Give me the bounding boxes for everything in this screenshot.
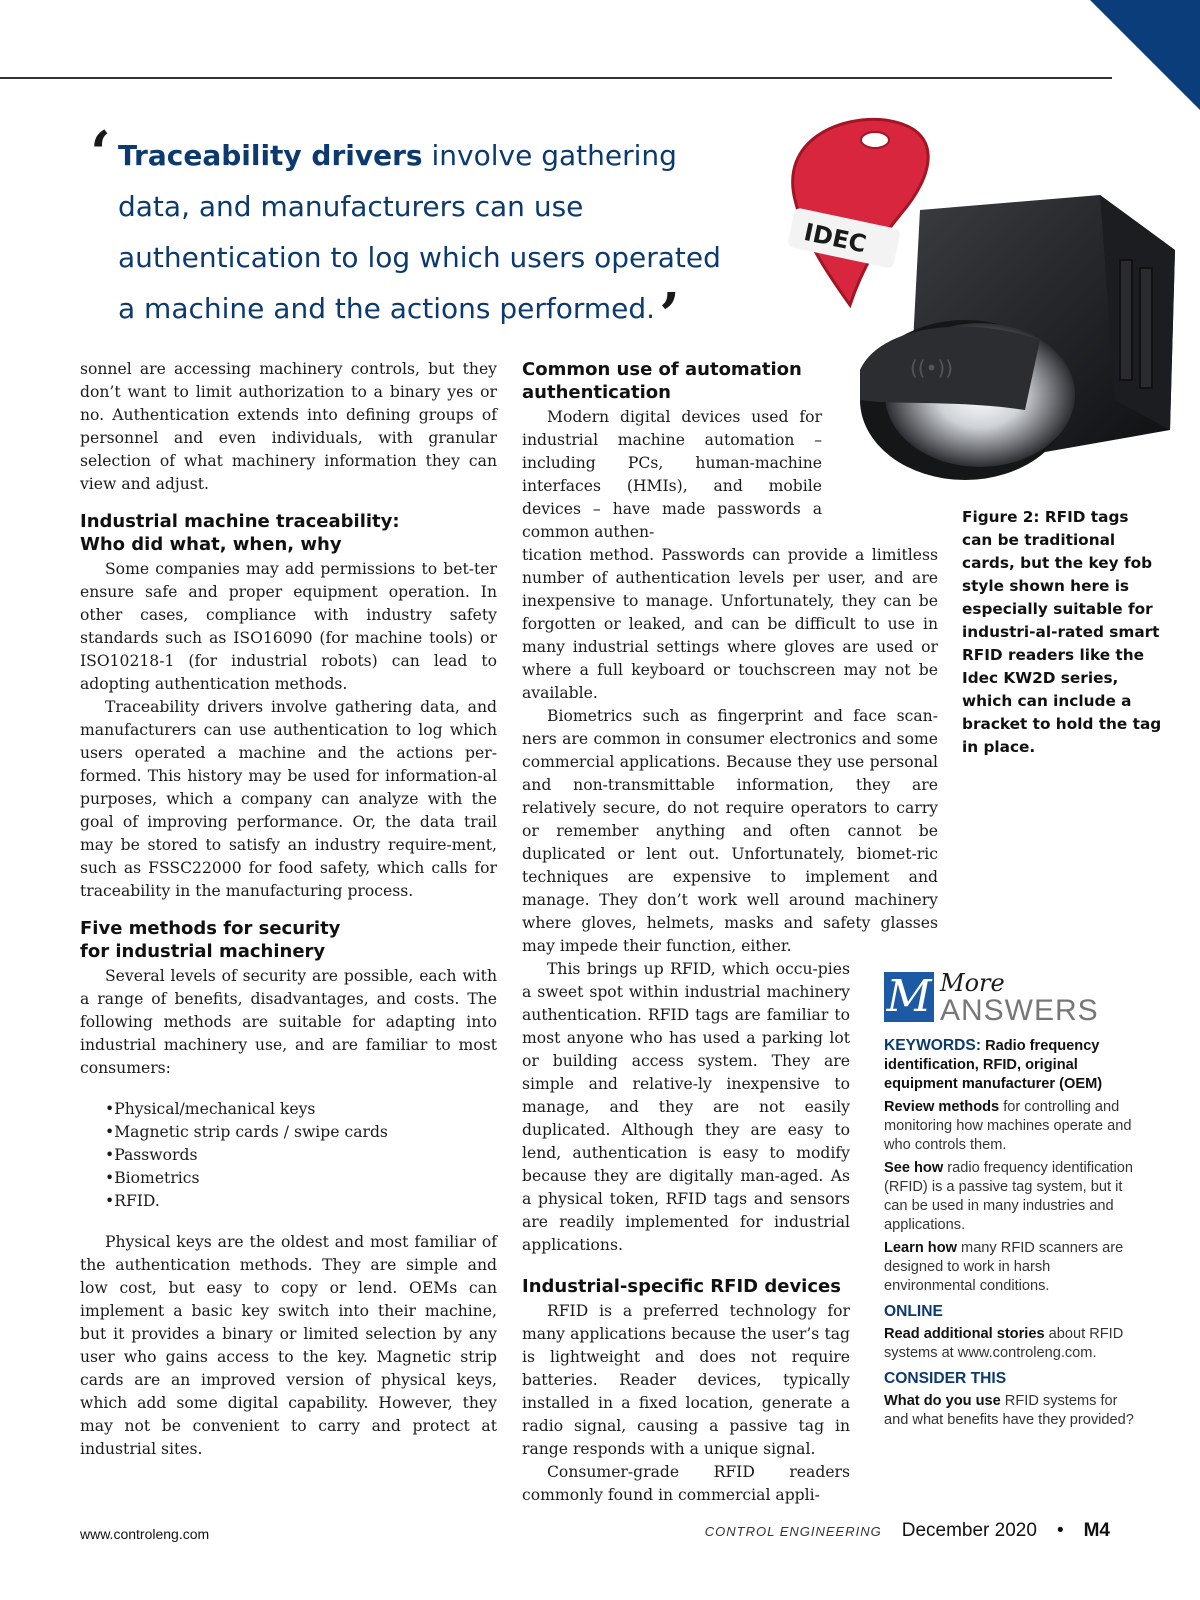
- reader-body: [860, 195, 1175, 480]
- consider-bold: What do you use: [884, 1393, 1001, 1409]
- paragraph: Traceability drivers involve gathering data, and manufacturers can use authentication to log which users operated a machine and the actions per-formed. This history may be used for information-al purposes, which a company can analyze with the goal of improving performance. Or, the data trail may be stored to satisfy an industry require-ment, such as FSSC22000 for food safety, which calls for traceability in the manufacturing process.: [80, 698, 497, 900]
- paragraph: Consumer-grade RFID readers commonly found in commercial appli-: [522, 1463, 850, 1504]
- methods-list: [105, 1098, 497, 1213]
- paragraph: tication method. Passwords can provide a limitless number of authentication levels per user, and are inexpensive to manage. Unfortunately, they can be forgotten or leaked, and can be difficult to use in many industrial settings where gloves are used or where a full keyboard or touchscreen may not be available.: [522, 546, 938, 702]
- m-logo-icon: M: [884, 972, 934, 1022]
- corner-accent: [1090, 0, 1200, 110]
- paragraph: Biometrics such as fingerprint and face scan-ners are common in consumer electronics and some commercial applications. Because they use personal and non-transmittable information, they are relatively secure, do not require operators to carry or remember anything and often cannot be duplicated or lent out. Unfortunately, biomet-ric techniques are expensive to implement and manage. They don’t work well around machinery where gloves, helmets, masks and safety glasses may impede their function, either.: [522, 707, 938, 955]
- logo-more: More: [940, 969, 1005, 997]
- list-item: • Passwords: [105, 1144, 497, 1167]
- footer-url[interactable]: www.controleng.com: [80, 1526, 210, 1542]
- footer-bullet: •: [1056, 1520, 1064, 1541]
- list-item: • RFID.: [105, 1190, 497, 1213]
- review-methods-bold: Review methods: [884, 1099, 1000, 1115]
- online-heading: ONLINE: [884, 1303, 943, 1320]
- header-rule: [0, 77, 1112, 79]
- section-heading-five-methods: Five methods for security for industrial machinery: [80, 918, 341, 962]
- list-item: • Biometrics: [105, 1167, 497, 1190]
- logo-answers: ANSWERS: [940, 994, 1099, 1027]
- keywords-label: KEYWORDS:: [884, 1037, 982, 1054]
- page-number: M4: [1083, 1520, 1110, 1541]
- section-heading-traceability: Industrial machine traceability: Who did what, when, why: [80, 511, 400, 555]
- consider-text: RFID systems for and what benefits have they provided?: [884, 1393, 1134, 1428]
- pull-quote-bold: Traceability drivers: [118, 139, 423, 172]
- svg-text:((•)): ((•)): [910, 356, 954, 380]
- article-column-1: [80, 358, 497, 1461]
- idec-logo-text: IDEC: [801, 217, 869, 259]
- keywords-text: Radio frequency identification, RFID, original equipment manufacturer (OEM): [884, 1038, 1103, 1092]
- see-how-bold: See how: [884, 1160, 944, 1176]
- section-heading-rfid-devices: Industrial-specific RFID devices: [522, 1276, 841, 1297]
- list-item: • Magnetic strip cards / swipe cards: [105, 1121, 497, 1144]
- review-methods-text: for controlling and monitoring how machines operate and who controls them.: [884, 1099, 1132, 1153]
- figure-caption: Figure 2: RFID tags can be traditional cards, but the key fob style shown here is especially suitable for industri-al-rated smart RFID readers like the Idec KW2D series, which can include a bracket to hold the tag in place.: [962, 508, 1162, 756]
- close-quote-mark: ’: [659, 281, 680, 351]
- section-heading-common-use: Common use of automation authentication: [522, 359, 802, 403]
- learn-how-bold: Learn how: [884, 1240, 957, 1256]
- consider-heading: CONSIDER THIS: [884, 1370, 1007, 1387]
- footer-info: [705, 1520, 1110, 1542]
- pull-quote-text: involve gathering data, and manufacturers can use authentication to log which users operated a machine and the actions performed.: [118, 139, 721, 325]
- pull-quote: [90, 119, 730, 351]
- see-how-text: radio frequency identification (RFID) is a passive tag system, but it can be used in many industries and applications.: [884, 1160, 1134, 1233]
- open-quote-mark: ‘: [90, 119, 111, 189]
- paragraph: Physical keys are the oldest and most familiar of the authentication methods. They are simple and low cost, but easy to copy or lend. OEMs can implement a basic key switch into their machine, but it provides a binary or limited selection by any user who gains access to the key. Magnetic strip cards are an improved version of physical keys, which add some digital capability. However, they may not be convenient to carry and protect at industrial sites.: [80, 1233, 497, 1458]
- footer-date: December 2020: [901, 1520, 1037, 1541]
- paragraph: sonnel are accessing machinery controls, but they don’t want to limit authorization to a binary yes or no. Authentication extends into defining groups of personnel and even individuals, with granular selection of what machinery information they can view and adjust.: [80, 360, 497, 493]
- paragraph: Modern digital devices used for industrial machine automation – including PCs, human-machine interfaces (HMIs), and mobile devices – have made passwords a common authen-: [522, 408, 822, 541]
- more-answers-logo: [884, 968, 1142, 1026]
- list-item: • Physical/mechanical keys: [105, 1098, 497, 1121]
- paragraph: This brings up RFID, which occu-pies a sweet spot within industrial machinery authentication. RFID tags are familiar to most anyone who has used a parking lot or building access system. They are simple and relative-ly inexpensive to manage, and they are not easily duplicated. Although they are easy to lend, authentication is easy to modify because they are digitally man-aged. As a physical token, RFID tags and sensors are readily implemented for industrial applications.: [522, 960, 850, 1254]
- more-answers-sidebar: [884, 968, 1142, 1434]
- online-text: about RFID systems at www.controleng.com.: [884, 1326, 1124, 1361]
- paragraph: RFID is a preferred technology for many applications because the user’s tag is lightweight and does not require batteries. Reader devices, typically installed in a fixed location, generate a radio signal, causing a passive tag in range responds with a unique signal.: [522, 1302, 850, 1458]
- idec-key-fob: [787, 119, 928, 305]
- paragraph: Some companies may add permissions to bet-ter ensure safe and proper equipment operation. In other cases, compliance with industry safety standards such as ISO16090 (for machine tools) or ISO10218-1 (for industrial robots) can lead to adopting authentication methods.: [80, 560, 497, 693]
- paragraph: Several levels of security are possible, each with a range of benefits, disadvantages, and costs. The following methods are suitable for adapting into industrial machinery use, and are familiar to most consumers:: [80, 967, 497, 1077]
- learn-how-text: many RFID scanners are designed to work in harsh environmental conditions.: [884, 1240, 1124, 1294]
- footer-magazine: CONTROL ENGINEERING: [704, 1524, 882, 1539]
- online-bold[interactable]: Read additional stories: [884, 1326, 1045, 1342]
